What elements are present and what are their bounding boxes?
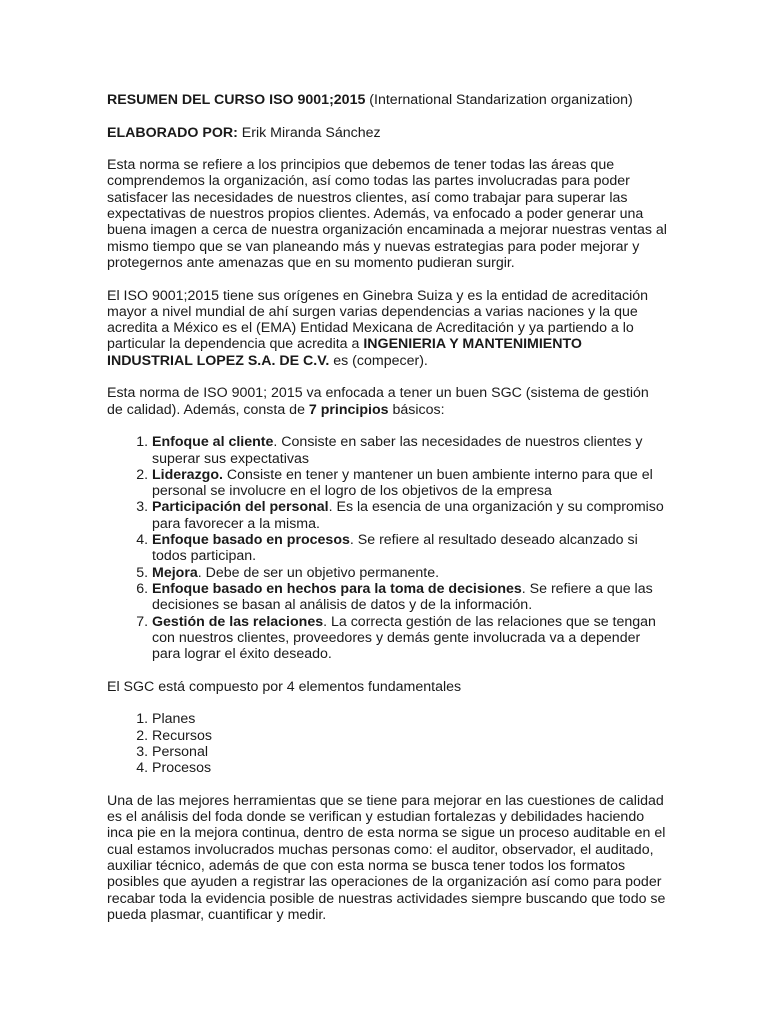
document-page [107,92,667,939]
document-title [107,92,667,108]
author-name: Erik Miranda Sánchez [237,124,381,141]
origins-after: es (compecer). [329,352,428,369]
principle-term: Gestión de las relaciones [152,613,324,630]
list-item [152,581,667,614]
principle-term: Enfoque al cliente [152,434,274,451]
principle-desc: . La correcta gestión de las relaciones que se tengan con nuestros clientes, proveedores y demás gente involucrada va a depender para lograr el éxito deseado. [152,613,656,663]
list-item: 3. Personal [152,744,667,760]
principle-term: Participación del personal [152,499,329,516]
company-name: INGENIERIA Y MANTENIMIENTO INDUSTRIAL LOPEZ S.A. DE C.V. [107,336,582,369]
principle-desc: . Es la esencia de una organización y su compromiso para favorecer a la misma. [152,499,664,532]
list-item [152,614,667,663]
paragraph-tools: Una de las mejores herramientas que se tiene para mejorar en las cuestiones de calidad es el análisis del foda donde se verifican y estudian fortalezas y debilidades haciendo inca pie en la mejora continua, dentro de esta norma se sigue un proceso auditable en el cual estamos involucrados muchas personas como: el auditor, observador, el auditado, auxiliar técnico, además de que con esta norma se busca tener todos los formatos posibles que ayuden a registrar las operaciones de la organización así como para poder recabar toda la evidencia posible de nuestras actividades siempre buscando que todo se pueda plasmar, cuantificar y medir. [107,792,666,923]
list-item [152,434,667,467]
author-line [107,125,667,141]
principles-count: 7 principios [308,401,389,418]
list-item: 2. Recursos [152,728,667,744]
paragraph-origins [107,288,667,369]
principle-desc: Consiste en tener y mantener un buen ambiente interno para que el personal se involucre en el logro de los objetivos de la empresa [152,466,653,500]
paragraph-elements-intro: El SGC está compuesto por 4 elementos fundamentales [107,678,462,695]
title-rest: (International Standarization organization) [365,92,633,108]
list-item [152,467,667,500]
principle-desc: . Se refiere a que las decisiones se basan al análisis de datos y de la información. [152,580,653,614]
title-bold: RESUMEN DEL CURSO ISO 9001;2015 [107,92,366,108]
principle-desc: . Debe de ser un objetivo permanente. [197,564,440,581]
paragraph-intro: Esta norma se refiere a los principios que debemos de tener todas las áreas que comprendemos la organización, así como todas las partes involucradas para poder satisfacer las necesidades de nuestros clientes, así como trabajar para superar las expectativas de nuestros propios clientes. Además, va enfocado a poder generar una buena imagen a cerca de nuestra organización encaminada a mejorar nuestras ventas al mismo tiempo que se van planeando más y nuevas estrategias para poder mejorar y protegernos ante amenazas que en su momento pudieran surgir. [107,157,667,271]
principle-term: Enfoque basado en procesos [152,532,350,549]
principle-term: Liderazgo. [152,466,223,483]
author-label: ELABORADO POR: [107,124,238,141]
principles-intro-after: básicos: [388,401,445,418]
paragraph-principles-intro [107,385,667,418]
list-item [152,532,667,565]
elements-list [107,711,667,776]
principle-term: Enfoque basado en hechos para la toma de decisiones [152,580,522,597]
list-item [152,499,667,532]
list-item: 1. Planes [152,711,667,727]
list-item [152,565,667,581]
principles-intro-text: Esta norma de ISO 9001; 2015 va enfocada a tener un buen SGC (sistema de gestión de calidad). Además, consta de [107,385,649,418]
principle-desc: . Consiste en saber las necesidades de nuestros clientes y superar sus expectativas [152,434,643,467]
origins-text: El ISO 9001;2015 tiene sus orígenes en Ginebra Suiza y es la entidad de acreditación mayor a nivel mundial de ahí surgen varias dependencias a varias naciones y la que acredita a México es el (EMA) Entidad Mexicana de Acreditación y ya partiendo a lo particular la dependencia que acredita a [107,287,649,353]
principles-list [107,434,667,662]
principle-term: Mejora [152,564,198,581]
list-item: 4. Procesos [152,760,667,776]
principle-desc: . Se refiere al resultado deseado alcanzado si todos participan. [152,532,638,565]
